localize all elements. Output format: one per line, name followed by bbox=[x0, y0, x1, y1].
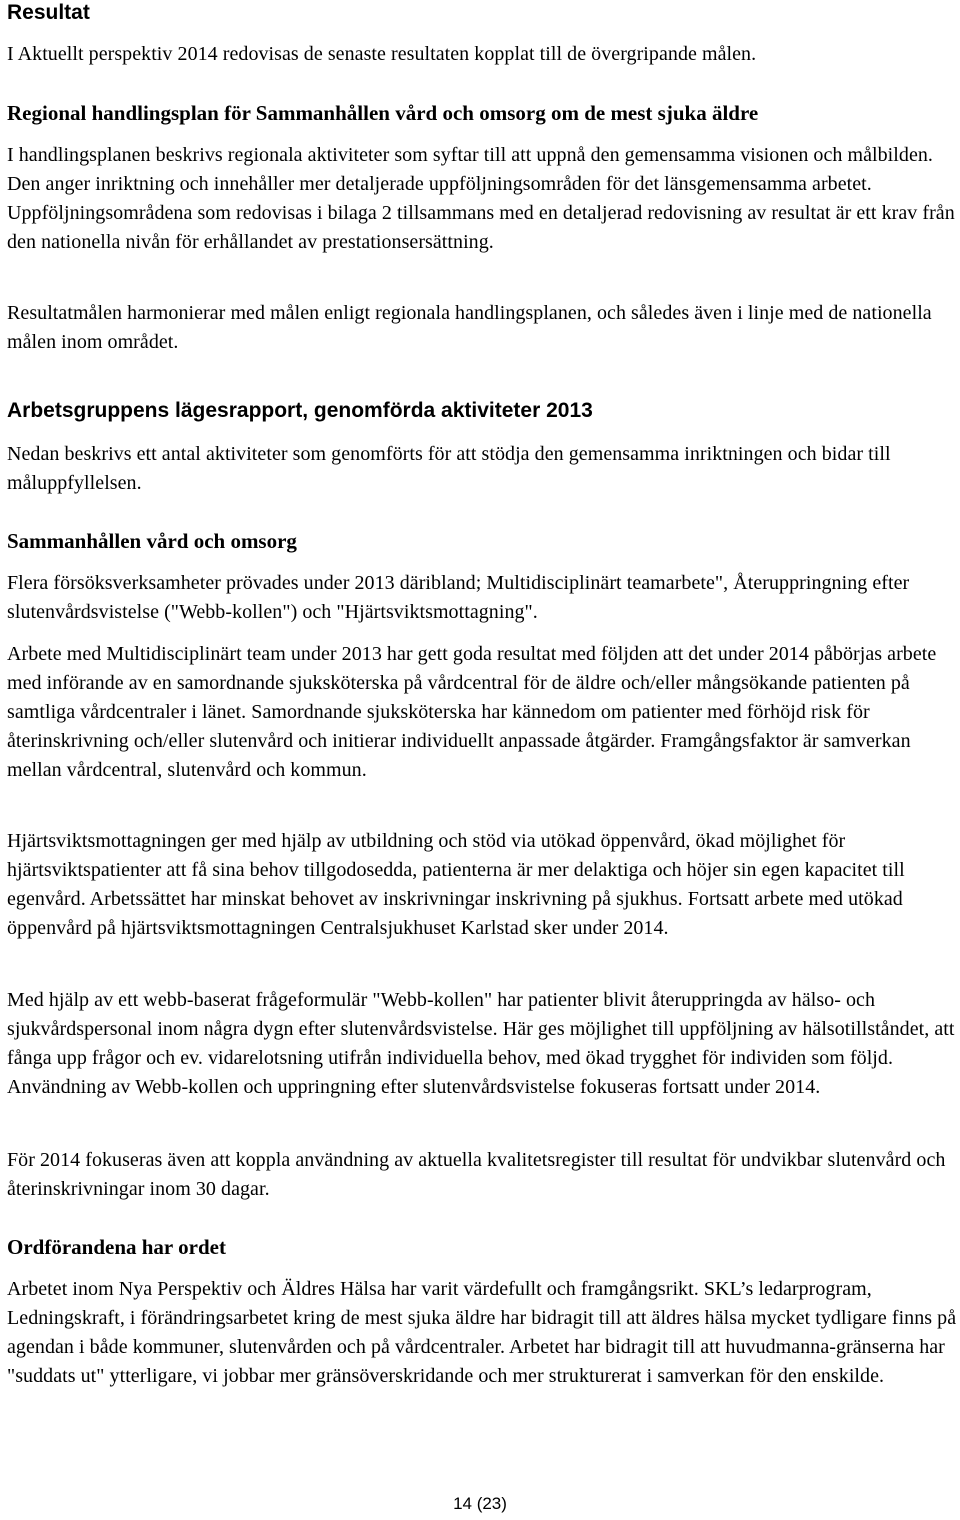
paragraph-intro: I Aktuellt perspektiv 2014 redovisas de senaste resultaten kopplat till de övergripande målen. bbox=[7, 43, 757, 65]
paragraph-regional-2: Resultatmålen harmonierar med målen enligt regionala handlingsplanen, och således även i linje med de nationella målen inom området. bbox=[7, 302, 932, 353]
paragraph-regional-1: I handlingsplanen beskrivs regionala aktiviteter som syftar till att uppnå den gemensamma visionen och målbilden. Den anger inriktning och innehåller mer detaljerade uppföljningsområden för det länsgemensamma arbetet. Uppföljningsområdena som redovisas i bilaga 2 tillsammans med en detaljerad redovisning av resultat är ett krav från den nationella nivån för erhållandet av prestationsersättning. bbox=[7, 144, 955, 253]
page-number: 14 (23) bbox=[453, 1494, 507, 1513]
paragraph-sammanhallen-4: Med hjälp av ett webb-baserat frågeformulär "Webb-kollen" har patienter blivit återuppringda av hälso- och sjukvårdspersonal inom några dygn efter slutenvårdsvistelse. Här ges möjlighet till uppföljning av hälsotillståndet, att fånga upp frågor och ev. vidarelotsning utifrån individuella behov, med ökad trygghet för individen som följd. Användning av Webb-kollen och uppringning efter slutenvårdsvistelse fokuseras fortsatt under 2014. bbox=[7, 989, 955, 1098]
paragraph-sammanhallen-5: För 2014 fokuseras även att koppla användning av aktuella kvalitetsregister till resultat för undvikbar slutenvård och återinskrivningar inom 30 dagar. bbox=[7, 1149, 946, 1200]
heading-regional-handlingsplan: Regional handlingsplan för Sammanhållen vård och omsorg om de mest sjuka äldre bbox=[7, 101, 759, 125]
paragraph-arbetsgrupp: Nedan beskrivs ett antal aktiviteter som genomförts för att stödja den gemensamma inriktningen och bidar till måluppfyllelsen. bbox=[7, 443, 891, 494]
heading-arbetsgruppens-lagesrapport: Arbetsgruppens lägesrapport, genomförda aktiviteter 2013 bbox=[7, 399, 593, 422]
heading-resultat: Resultat bbox=[7, 1, 90, 24]
paragraph-sammanhallen-1: Flera försöksverksamheter prövades under 2013 däribland; Multidisciplinärt teamarbete", Återuppringning efter slutenvårdsvistelse ("Webb-kollen") och "Hjärtsviktsmottagning". bbox=[7, 572, 910, 623]
heading-sammanhallen-vard: Sammanhållen vård och omsorg bbox=[7, 529, 297, 553]
paragraph-ordforandena: Arbetet inom Nya Perspektiv och Äldres Hälsa har varit värdefullt och framgångsrikt. SKL’s ledarprogram, Ledningskraft, i förändringsarbetet kring de mest sjuka äldre har bidragit till att äldres hälsa mycket tydligare finns på agendan i både kommuner, slutenvården och på vårdcentraler. Arbetet har bidragit till att huvudmanna-gränserna har "suddats ut" ytterligare, vi jobbar mer gränsöverskridande och mer strukturerat i samverkan för den enskilde. bbox=[7, 1278, 957, 1387]
paragraph-sammanhallen-2: Arbete med Multidisciplinärt team under 2013 har gett goda resultat med följden att det under 2014 påbörjas arbete med införande av en samordnande sjuksköterska på vårdcentral för de äldre och/eller mångsökande patienten på samtliga vårdcentraler i länet. Samordnande sjuksköterska har kännedom om patienter med förhöjd risk för återinskrivning och/eller slutenvård och initierar individuellt anpassade åtgärder. Framgångsfaktor är samverkan mellan vårdcentral, slutenvård och kommun. bbox=[7, 643, 937, 781]
heading-ordforandena: Ordförandena har ordet bbox=[7, 1235, 226, 1259]
paragraph-sammanhallen-3: Hjärtsviktsmottagningen ger med hjälp av utbildning och stöd via utökad öppenvård, ökad möjlighet för hjärtsviktspatienter att få sina behov tillgodosedda, patienterna är mer delaktiga och höjer sin egen kapacitet till egenvård. Arbetssättet har minskat behovet av inskrivningar inskrivning på sjukhus. Fortsatt arbete med utökad öppenvård på hjärtsviktsmottagningen Centralsjukhuset Karlstad sker under 2014. bbox=[7, 830, 905, 939]
